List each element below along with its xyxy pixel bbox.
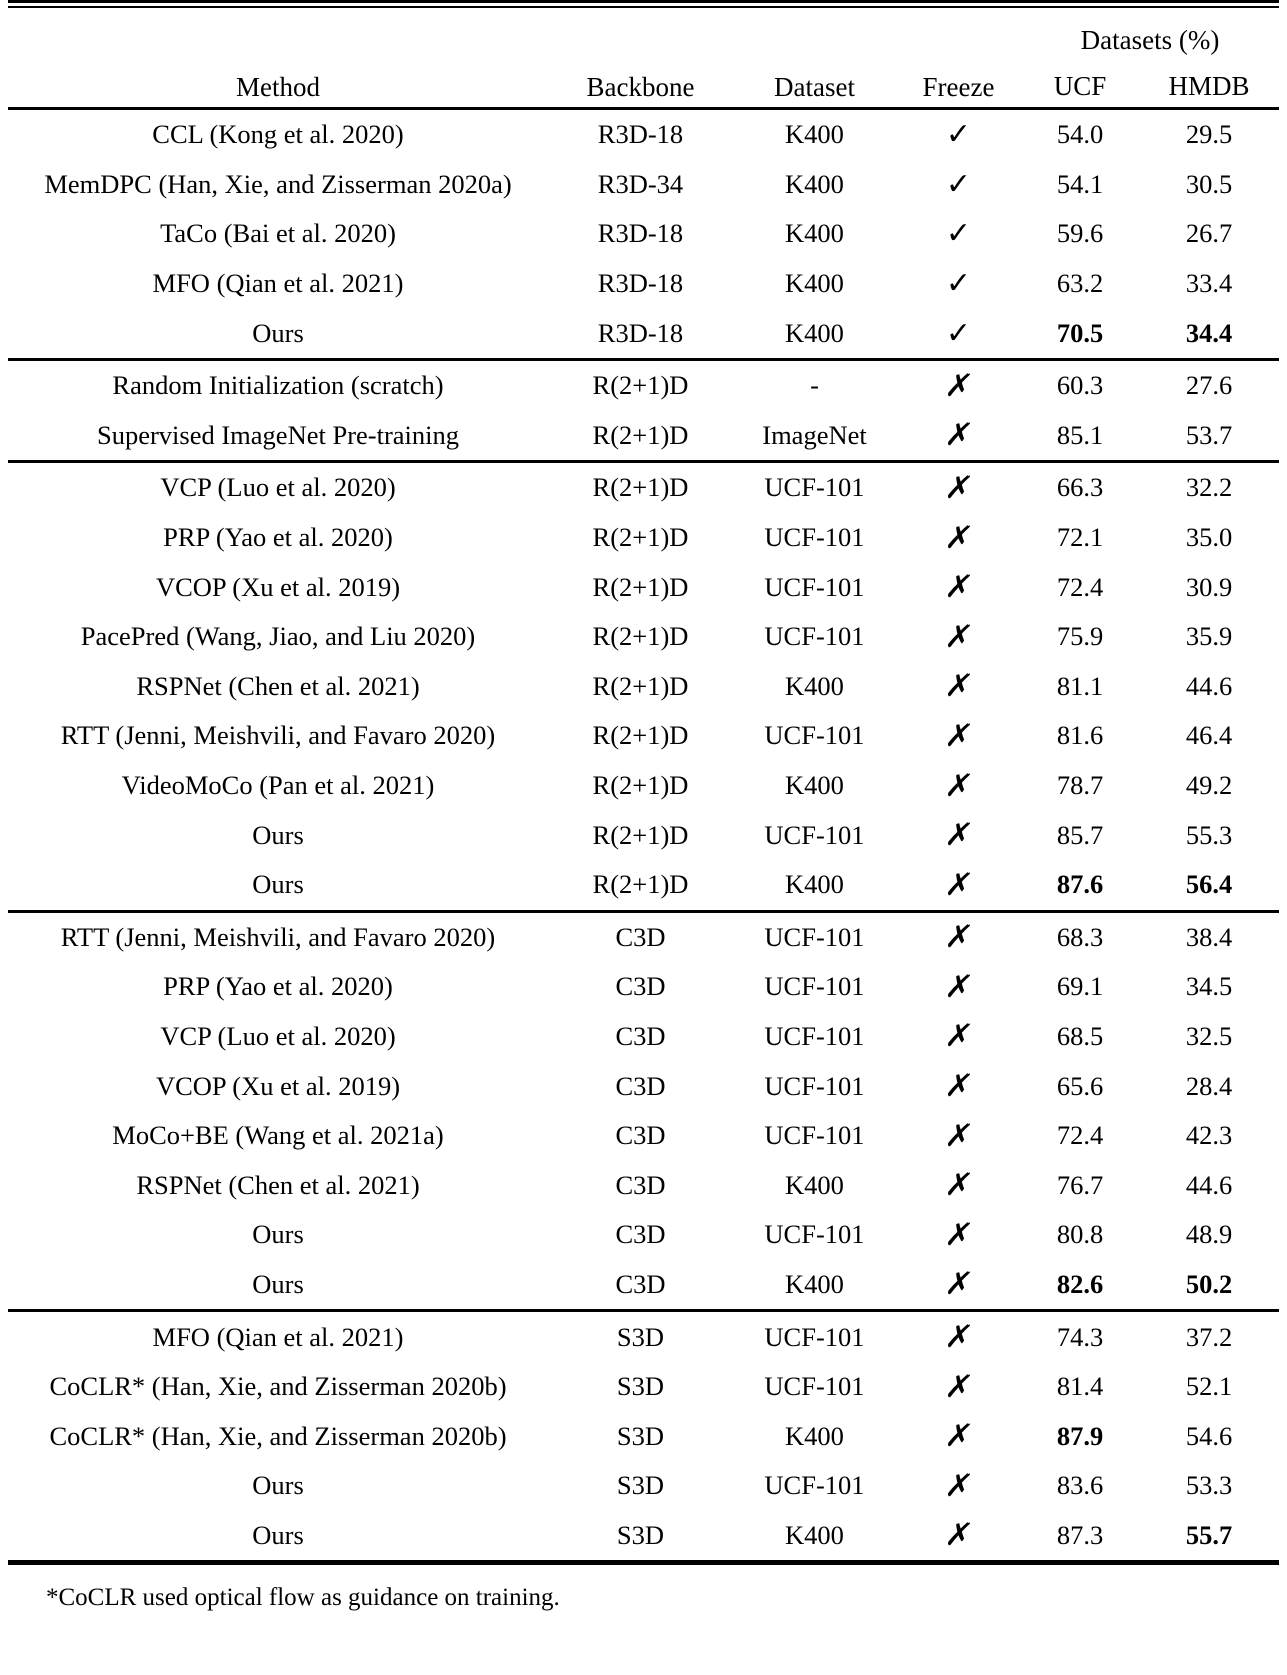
cell-freeze (896, 1061, 1021, 1111)
cell-dataset: UCF-101 (764, 720, 865, 751)
table-row (8, 1511, 1279, 1561)
table-body (8, 108, 1279, 1560)
table-bottom-rule-inner (8, 1563, 1279, 1565)
cell-dataset: K400 (785, 1268, 844, 1299)
cell-method: Supervised ImageNet Pre-training (96, 419, 460, 450)
cell-dataset: K400 (785, 1420, 844, 1451)
cross-icon: ✗ (941, 367, 975, 404)
cross-icon: ✗ (941, 919, 975, 956)
cell-method: VCP (Luo et al. 2020) (160, 1020, 396, 1051)
cell-ucf-score: 85.7 (1056, 819, 1104, 850)
cell-method: MFO (Qian et al. 2021) (152, 268, 404, 299)
cell-method: PRP (Yao et al. 2020) (163, 971, 393, 1002)
table-row (8, 1312, 1279, 1362)
cell-dataset: UCF-101 (764, 571, 865, 602)
table-row (8, 1111, 1279, 1161)
cell-method: TaCo (Bai et al. 2020) (160, 218, 396, 249)
cross-icon: ✗ (941, 817, 975, 854)
cell-backbone: S3D (616, 1371, 665, 1402)
cross-icon: ✗ (941, 1319, 975, 1356)
cell-ucf-score: 68.5 (1056, 1020, 1104, 1051)
cell-backbone: R3D-18 (597, 317, 684, 348)
table-row (8, 110, 1279, 160)
cell-backbone: C3D (615, 1169, 666, 1200)
table-row (8, 761, 1279, 811)
cell-hmdb-score: 56.4 (1185, 869, 1233, 900)
cell-hmdb-score: 49.2 (1185, 770, 1233, 801)
table-row (8, 1012, 1279, 1062)
table-row (8, 1210, 1279, 1260)
cell-backbone: R(2+1)D (592, 419, 689, 450)
cell-method: CCL (Kong et al. 2020) (152, 119, 404, 150)
cell-ucf-score: 72.4 (1056, 571, 1104, 602)
cell-dataset: UCF-101 (764, 472, 865, 503)
cell-backbone: R(2+1)D (592, 370, 689, 401)
cell-hmdb-score: 52.1 (1185, 1371, 1233, 1402)
cell-dataset: UCF-101 (764, 921, 865, 952)
cell-hmdb-score: 38.4 (1185, 921, 1233, 952)
table-row (8, 1160, 1279, 1210)
cell-ucf-score: 87.9 (1056, 1420, 1104, 1451)
check-icon: ✓ (945, 266, 972, 302)
cell-hmdb-score: 32.5 (1185, 1020, 1233, 1051)
cell-dataset: UCF-101 (764, 1470, 865, 1501)
cell-hmdb-score: 30.5 (1185, 168, 1233, 199)
cell-freeze (896, 1362, 1021, 1412)
cell-ucf-score: 76.7 (1056, 1169, 1104, 1200)
cell-dataset: K400 (785, 869, 844, 900)
cell-method: RTT (Jenni, Meishvili, and Favaro 2020) (60, 921, 496, 952)
cell-backbone: R(2+1)D (592, 571, 689, 602)
cell-dataset: K400 (785, 1519, 844, 1550)
cell-backbone: R(2+1)D (592, 522, 689, 553)
cell-ucf-score: 69.1 (1056, 971, 1104, 1002)
cell-backbone: R3D-18 (597, 218, 684, 249)
cell-hmdb-score: 53.7 (1185, 419, 1233, 450)
cell-backbone: R3D-18 (597, 119, 684, 150)
cell-hmdb-score: 26.7 (1185, 218, 1233, 249)
cell-backbone: C3D (615, 1219, 666, 1250)
cell-dataset: UCF-101 (764, 1020, 865, 1051)
cell-freeze (896, 1312, 1021, 1362)
cell-freeze (896, 463, 1021, 513)
cell-method: VideoMoCo (Pan et al. 2021) (121, 770, 435, 801)
cell-method: MemDPC (Han, Xie, and Zisserman 2020a) (44, 168, 512, 199)
cell-hmdb-score: 29.5 (1185, 119, 1233, 150)
cell-method: RTT (Jenni, Meishvili, and Favaro 2020) (60, 720, 496, 751)
table-row (8, 1411, 1279, 1461)
header-row-primary (8, 8, 1279, 60)
cell-freeze (896, 360, 1021, 410)
cell-dataset: K400 (785, 1169, 844, 1200)
cell-freeze (896, 110, 1021, 160)
cell-hmdb-score: 42.3 (1185, 1120, 1233, 1151)
cell-method: Ours (252, 1219, 304, 1250)
cell-freeze (896, 711, 1021, 761)
cell-dataset: K400 (785, 268, 844, 299)
cross-icon: ✗ (941, 469, 975, 506)
cell-hmdb-score: 46.4 (1185, 720, 1233, 751)
cell-ucf-score: 81.1 (1056, 670, 1104, 701)
cell-method: Random Initialization (scratch) (112, 370, 444, 401)
cell-dataset: K400 (785, 670, 844, 701)
cell-ucf-score: 59.6 (1056, 218, 1104, 249)
cross-icon: ✗ (941, 1368, 975, 1405)
cell-freeze (896, 860, 1021, 911)
cell-hmdb-score: 44.6 (1185, 1169, 1233, 1200)
cell-dataset: UCF-101 (764, 1219, 865, 1250)
cell-freeze (896, 1461, 1021, 1511)
cell-ucf-score: 63.2 (1056, 268, 1104, 299)
table-row (8, 513, 1279, 563)
cell-freeze (896, 1012, 1021, 1062)
cell-dataset: K400 (785, 168, 844, 199)
cell-backbone: R(2+1)D (592, 819, 689, 850)
table-row (8, 463, 1279, 513)
cross-icon: ✗ (941, 519, 975, 556)
cross-icon: ✗ (941, 1018, 975, 1055)
cell-freeze (896, 411, 1021, 462)
cell-hmdb-score: 55.3 (1185, 819, 1233, 850)
table-row (8, 1461, 1279, 1511)
cell-freeze (896, 1111, 1021, 1161)
cell-dataset: UCF-101 (764, 1371, 865, 1402)
cell-freeze (896, 1411, 1021, 1461)
cell-backbone: S3D (616, 1420, 665, 1451)
cell-ucf-score: 80.8 (1056, 1219, 1104, 1250)
table-top-rule-outer (8, 0, 1279, 3)
cell-ucf-score: 66.3 (1056, 472, 1104, 503)
cell-freeze (896, 1260, 1021, 1311)
cell-freeze (896, 962, 1021, 1012)
cell-backbone: R(2+1)D (592, 869, 689, 900)
cell-method: Ours (252, 1519, 304, 1550)
cell-hmdb-score: 30.9 (1185, 571, 1233, 602)
cell-dataset: UCF-101 (764, 1321, 865, 1352)
cell-hmdb-score: 54.6 (1185, 1420, 1233, 1451)
column-header-datasets-group: Datasets (%) (1080, 25, 1220, 55)
cell-hmdb-score: 44.6 (1185, 670, 1233, 701)
column-header-method: Method (236, 72, 320, 102)
cell-dataset: UCF-101 (764, 621, 865, 652)
cell-ucf-score: 72.1 (1056, 522, 1104, 553)
column-header-ucf: UCF (1053, 71, 1107, 101)
cross-icon: ✗ (941, 618, 975, 655)
cell-hmdb-score: 28.4 (1185, 1070, 1233, 1101)
cell-method: Ours (252, 1470, 304, 1501)
cross-icon: ✗ (941, 1266, 975, 1303)
table-row (8, 308, 1279, 359)
cell-ucf-score: 78.7 (1056, 770, 1104, 801)
table-row (8, 1362, 1279, 1412)
cell-hmdb-score: 35.9 (1185, 621, 1233, 652)
column-header-backbone: Backbone (586, 72, 695, 102)
cell-freeze (896, 1210, 1021, 1260)
check-icon: ✓ (945, 315, 972, 351)
cell-dataset: K400 (785, 218, 844, 249)
cell-dataset: UCF-101 (764, 971, 865, 1002)
table-footnote: *CoCLR used optical flow as guidance on training. (46, 1584, 560, 1612)
cell-method: Ours (252, 1268, 304, 1299)
cross-icon: ✗ (941, 668, 975, 705)
cell-hmdb-score: 27.6 (1185, 370, 1233, 401)
table-row (8, 209, 1279, 259)
cell-dataset: K400 (785, 317, 844, 348)
table-row (8, 1061, 1279, 1111)
cell-method: RSPNet (Chen et al. 2021) (136, 1169, 420, 1200)
cross-icon: ✗ (941, 1517, 975, 1554)
cell-freeze (896, 1511, 1021, 1561)
cell-method: CoCLR* (Han, Xie, and Zisserman 2020b) (49, 1371, 507, 1402)
cell-method: VCOP (Xu et al. 2019) (155, 1070, 401, 1101)
cell-dataset: - (810, 370, 819, 401)
cell-hmdb-score: 50.2 (1185, 1268, 1233, 1299)
cell-ucf-score: 54.1 (1056, 168, 1104, 199)
cell-hmdb-score: 34.4 (1185, 317, 1233, 348)
cell-hmdb-score: 37.2 (1185, 1321, 1233, 1352)
cell-ucf-score: 74.3 (1056, 1321, 1104, 1352)
cell-hmdb-score: 35.0 (1185, 522, 1233, 553)
table-row (8, 160, 1279, 210)
check-icon: ✓ (945, 117, 972, 153)
table-row (8, 562, 1279, 612)
cell-method: MFO (Qian et al. 2021) (152, 1321, 404, 1352)
table-row (8, 662, 1279, 712)
cell-hmdb-score: 53.3 (1185, 1470, 1233, 1501)
table-row (8, 411, 1279, 462)
cross-icon: ✗ (941, 866, 975, 903)
cell-method: PacePred (Wang, Jiao, and Liu 2020) (80, 621, 476, 652)
table-row (8, 860, 1279, 911)
table-row (8, 612, 1279, 662)
cross-icon: ✗ (941, 1467, 975, 1504)
cell-backbone: R(2+1)D (592, 770, 689, 801)
cell-dataset: K400 (785, 119, 844, 150)
cell-hmdb-score: 33.4 (1185, 268, 1233, 299)
cell-ucf-score: 65.6 (1056, 1070, 1104, 1101)
cell-dataset: ImageNet (762, 419, 867, 450)
cross-icon: ✗ (941, 767, 975, 804)
cell-ucf-score: 82.6 (1056, 1268, 1104, 1299)
cell-freeze (896, 209, 1021, 259)
cell-method: CoCLR* (Han, Xie, and Zisserman 2020b) (49, 1420, 507, 1451)
cross-icon: ✗ (941, 1418, 975, 1455)
cell-hmdb-score: 32.2 (1185, 472, 1233, 503)
cell-method: Ours (252, 869, 304, 900)
cell-ucf-score: 85.1 (1056, 419, 1104, 450)
cell-ucf-score: 87.6 (1056, 869, 1104, 900)
table-row (8, 259, 1279, 309)
cell-ucf-score: 83.6 (1056, 1470, 1104, 1501)
cell-ucf-score: 81.4 (1056, 1371, 1104, 1402)
cell-dataset: K400 (785, 770, 844, 801)
cell-freeze (896, 513, 1021, 563)
cell-backbone: C3D (615, 1120, 666, 1151)
cell-freeze (896, 612, 1021, 662)
cell-freeze (896, 160, 1021, 210)
cell-freeze (896, 259, 1021, 309)
cell-freeze (896, 761, 1021, 811)
cell-backbone: R3D-34 (597, 168, 684, 199)
cell-ucf-score: 75.9 (1056, 621, 1104, 652)
cross-icon: ✗ (941, 717, 975, 754)
cell-backbone: C3D (615, 1268, 666, 1299)
cell-dataset: UCF-101 (764, 1070, 865, 1101)
cell-backbone: C3D (615, 1070, 666, 1101)
cell-dataset: UCF-101 (764, 522, 865, 553)
check-icon: ✓ (945, 216, 972, 252)
table-row (8, 962, 1279, 1012)
cell-ucf-score: 87.3 (1056, 1519, 1104, 1550)
column-header-dataset: Dataset (774, 72, 855, 102)
cell-backbone: R(2+1)D (592, 720, 689, 751)
cell-dataset: UCF-101 (764, 819, 865, 850)
cell-method: PRP (Yao et al. 2020) (163, 522, 393, 553)
table-row (8, 1260, 1279, 1311)
cross-icon: ✗ (941, 1167, 975, 1204)
cell-method: MoCo+BE (Wang et al. 2021a) (112, 1120, 444, 1151)
cell-hmdb-score: 55.7 (1185, 1519, 1233, 1550)
cell-ucf-score: 72.4 (1056, 1120, 1104, 1151)
cell-hmdb-score: 48.9 (1185, 1219, 1233, 1250)
cell-freeze (896, 1160, 1021, 1210)
cell-hmdb-score: 34.5 (1185, 971, 1233, 1002)
cross-icon: ✗ (941, 569, 975, 606)
cell-freeze (896, 810, 1021, 860)
table-row (8, 810, 1279, 860)
results-table (8, 8, 1279, 1560)
cell-ucf-score: 68.3 (1056, 921, 1104, 952)
cell-method: VCP (Luo et al. 2020) (160, 472, 396, 503)
cell-method: Ours (252, 819, 304, 850)
check-icon: ✓ (945, 166, 972, 202)
table-row (8, 360, 1279, 410)
cell-ucf-score: 54.0 (1056, 119, 1104, 150)
cross-icon: ✗ (941, 1068, 975, 1105)
cell-ucf-score: 60.3 (1056, 370, 1104, 401)
cell-backbone: R(2+1)D (592, 621, 689, 652)
cell-backbone: C3D (615, 971, 666, 1002)
cell-backbone: S3D (616, 1470, 665, 1501)
table-row (8, 912, 1279, 962)
table-head (8, 8, 1279, 108)
column-header-hmdb: HMDB (1168, 71, 1250, 101)
cell-backbone: R3D-18 (597, 268, 684, 299)
cell-dataset: UCF-101 (764, 1120, 865, 1151)
cell-ucf-score: 70.5 (1056, 317, 1104, 348)
cell-backbone: S3D (616, 1519, 665, 1550)
cross-icon: ✗ (941, 968, 975, 1005)
cell-backbone: R(2+1)D (592, 670, 689, 701)
cross-icon: ✗ (941, 1117, 975, 1154)
cell-freeze (896, 308, 1021, 359)
cell-ucf-score: 81.6 (1056, 720, 1104, 751)
cell-method: RSPNet (Chen et al. 2021) (136, 670, 420, 701)
cell-backbone: C3D (615, 921, 666, 952)
cell-backbone: C3D (615, 1020, 666, 1051)
cell-freeze (896, 562, 1021, 612)
cell-method: Ours (252, 317, 304, 348)
cross-icon: ✗ (941, 1216, 975, 1253)
cell-backbone: R(2+1)D (592, 472, 689, 503)
table-row (8, 711, 1279, 761)
cross-icon: ✗ (941, 417, 975, 454)
cell-freeze (896, 912, 1021, 962)
cell-backbone: S3D (616, 1321, 665, 1352)
cell-freeze (896, 662, 1021, 712)
cell-method: VCOP (Xu et al. 2019) (155, 571, 401, 602)
column-header-freeze: Freeze (922, 72, 995, 102)
